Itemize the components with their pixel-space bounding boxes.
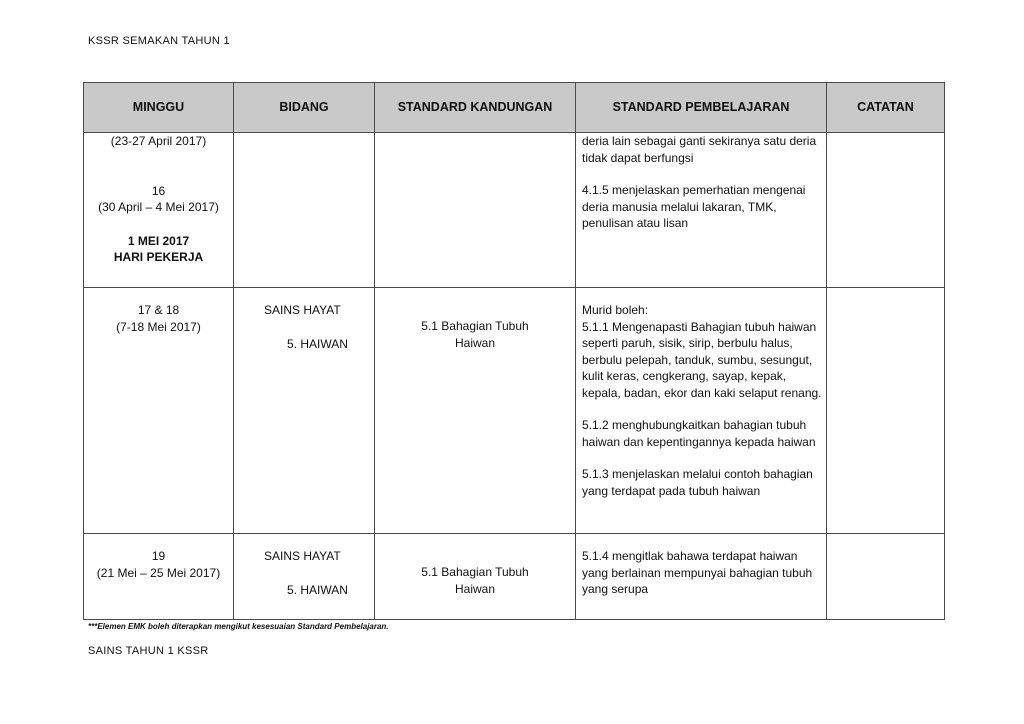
pembelajaran-text: 5.1.2 menghubungkaitkan bahagian tubuh haiwan dan kepentingannya kepada haiwan <box>582 418 816 449</box>
cell-catatan <box>827 288 945 534</box>
cell-standard-pembelajaran <box>576 534 827 620</box>
footnote: ***Elemen EMK boleh diterapkan mengikut kesesuaian Standard Pembelajaran. <box>88 622 389 631</box>
pembelajaran-text: 5.1.3 menjelaskan melalui contoh bahagian yang terdapat pada tubuh haiwan <box>582 467 813 498</box>
col-header-standard-kandungan: STANDARD KANDUNGAN <box>375 83 576 133</box>
cell-bidang <box>234 534 375 620</box>
pembelajaran-text: 5.1.4 mengitlak bahawa terdapat haiwan yang berlainan mempunyai bahagian tubuh yang serupa <box>582 549 813 596</box>
cell-standard-kandungan <box>375 534 576 620</box>
minggu-week: 19 <box>151 549 166 563</box>
minggu-dates: (21 Mei – 25 Mei 2017) <box>96 565 221 580</box>
cell-catatan <box>827 534 945 620</box>
kandungan-text: 5.1 Bahagian Tubuh <box>421 565 529 579</box>
page-header: KSSR SEMAKAN TAHUN 1 <box>88 35 230 47</box>
pembelajaran-text: 4.1.5 menjelaskan pemerhatian mengenai deria manusia melalui lakaran, TMK, penulisan atau lisan <box>582 183 806 230</box>
pembelajaran-text: 5.1.1 Mengenapasti Bahagian tubuh haiwan seperti paruh, sisik, sirip, berbulu halus, berbulu pelepah, tanduk, sumbu, sesungut, kulit keras, cengkerang, sayap, kepak, kepala, badan, ekor dan kaki selaput renang. <box>582 319 822 400</box>
minggu-dates: (30 April – 4 Mei 2017) <box>98 200 219 214</box>
table-row <box>84 534 945 620</box>
cell-standard-pembelajaran <box>576 133 827 288</box>
cell-bidang <box>234 133 375 288</box>
bidang-topic: 5. HAIWAN <box>287 336 348 351</box>
kandungan-text: 5.1 Bahagian Tubuh <box>421 319 529 333</box>
page-footer: SAINS TAHUN 1 KSSR <box>88 645 209 657</box>
cell-standard-pembelajaran <box>576 288 827 534</box>
cell-minggu <box>84 288 234 534</box>
cell-standard-kandungan <box>375 133 576 288</box>
cell-bidang <box>234 288 375 534</box>
table-row <box>84 133 945 288</box>
kandungan-text: Haiwan <box>454 335 496 350</box>
pembelajaran-text: deria lain sebagai ganti sekiranya satu deria tidak dapat berfungsi <box>582 134 817 165</box>
col-header-minggu: MINGGU <box>84 83 234 133</box>
col-header-bidang: BIDANG <box>234 83 375 133</box>
holiday-name: HARI PEKERJA <box>113 250 204 264</box>
bidang-topic: 5. HAIWAN <box>287 582 348 597</box>
minggu-week: 17 & 18 <box>137 303 180 317</box>
cell-minggu <box>84 534 234 620</box>
cell-minggu <box>84 133 234 288</box>
kandungan-text: Haiwan <box>454 581 496 596</box>
minggu-dates: (7-18 Mei 2017) <box>116 319 201 334</box>
table-row <box>84 288 945 534</box>
col-header-standard-pembelajaran: STANDARD PEMBELAJARAN <box>576 83 827 133</box>
col-header-catatan: CATATAN <box>827 83 945 133</box>
scheme-of-work-table <box>83 82 945 620</box>
bidang-label: SAINS HAYAT <box>264 303 341 317</box>
cell-standard-kandungan <box>375 288 576 534</box>
minggu-week: 16 <box>151 183 166 198</box>
holiday-date: 1 MEI 2017 <box>127 233 190 248</box>
table-header-row <box>84 83 945 133</box>
pembelajaran-text: Murid boleh: <box>582 303 649 317</box>
minggu-dates: (23-27 April 2017) <box>110 134 207 148</box>
cell-catatan <box>827 133 945 288</box>
bidang-label: SAINS HAYAT <box>264 549 341 563</box>
